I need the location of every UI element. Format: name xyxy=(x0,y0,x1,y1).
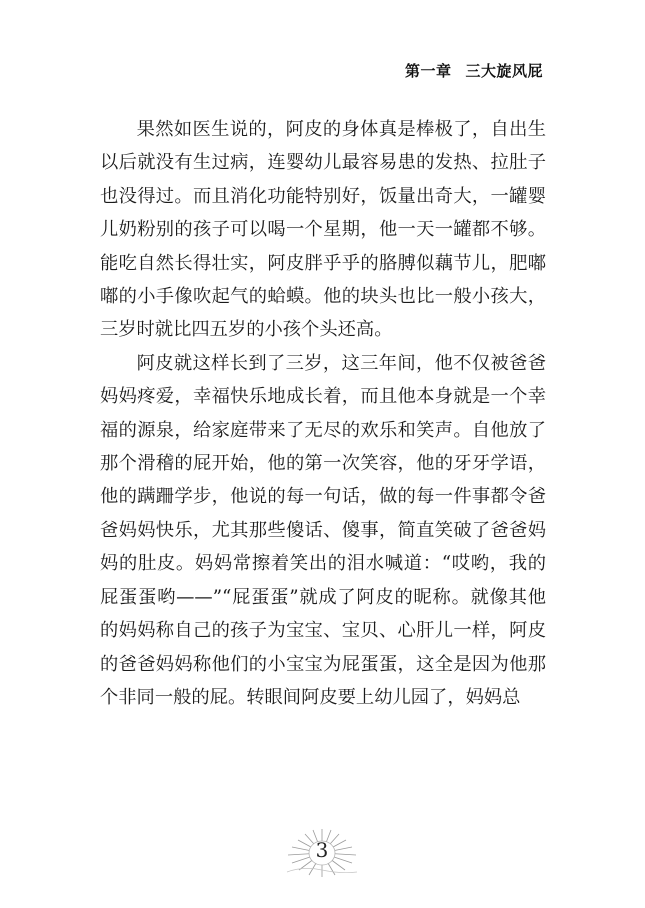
paragraph: 果然如医生说的，阿皮的身体真是棒极了，自出生以后就没有生过病，连婴幼儿最容易患的发热、拉肚子也没得过。而且消化功能特别好，饭量出奇大，一罐婴儿奶粉别的孩子可以喝一个星期，他一天一罐都不够。能吃自然长得壮实，阿皮胖乎乎的胳膊似藕节儿，肥嘟嘟的小手像吹起气的蛤蟆。他的块头也比一般小孩大，三岁时就比四五岁的小孩个头还高。 xyxy=(100,119,546,341)
chapter-title: 三大旋风屁 xyxy=(465,62,543,80)
body-text xyxy=(100,113,546,714)
paragraph: 阿皮就这样长到了三岁，这三年间，他不仅被爸爸妈妈疼爱，幸福快乐地成长着，而且他本身就是一个幸福的源泉，给家庭带来了无尽的欢乐和笑声。自他放了那个滑稽的屁开始，他的第一次笑容，他的牙牙学语，他的蹒跚学步，他说的每一句话，做的每一件事都令爸爸妈妈快乐，尤其那些傻话、傻事，简直笑破了爸爸妈妈的肚皮。妈妈常擦着笑出的泪水喊道：“哎哟，我的屁蛋蛋哟——”“屁蛋蛋”就成了阿皮的昵称。就像其他的妈妈称自己的孩子为宝宝、宝贝、心肝儿一样，阿皮的爸爸妈妈称他们的小宝宝为屁蛋蛋，这全是因为他那个非同一般的屁。转眼间阿皮要上幼儿园了，妈妈总 xyxy=(100,352,546,708)
running-header xyxy=(405,60,543,81)
page-number: 3 xyxy=(315,838,329,862)
page-footer xyxy=(283,826,361,880)
chapter-number: 第一章 xyxy=(404,62,452,80)
